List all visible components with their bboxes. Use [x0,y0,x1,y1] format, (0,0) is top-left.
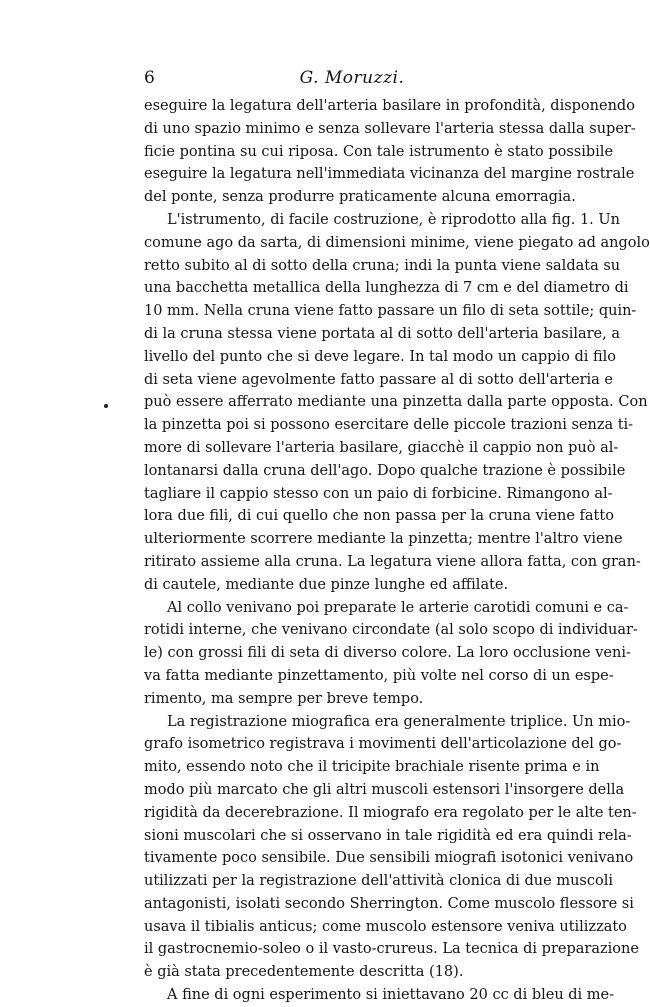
text-line: di seta viene agevolmente fatto passare al di sotto dell'arteria e [144,371,613,388]
text-line: rimento, ma sempre per breve tempo. [144,690,424,707]
margin-speck [104,404,108,408]
text-line: rotidi interne, che venivano circondate (al solo scopo di individuar- [144,622,638,639]
text-line: retto subito al di sotto della cruna; indi la punta viene saldata su [144,257,621,274]
text-line: ulteriormente scorrere mediante la pinzetta; mentre l'altro viene [144,531,623,548]
text-line: modo più marcato che gli altri muscoli estensori l'insorgere della [144,781,625,798]
text-line: usava il tibialis anticus; come muscolo estensore veniva utilizzato [144,918,627,935]
text-line: le) con grossi fili di seta di diverso colore. La loro occlusione veni- [144,645,631,662]
text-line: livello del punto che si deve legare. In tal modo un cappio di filo [144,348,617,365]
text-line: sioni muscolari che si osservano in tale rigidità ed era quindi rela- [144,827,632,844]
text-line: A fine di ogni esperimento si iniettavano 20 cc di bleu di me- [167,987,615,1004]
text-line: tivamente poco sensibile. Due sensibili miografi isotonici venivano [144,850,634,867]
text-line: di cautele, mediante due pinze lunghe ed affilate. [144,576,509,593]
text-line: eseguire la legatura dell'arteria basilare in profondità, disponendo [144,98,635,114]
text-line: una bacchetta metallica della lunghezza di 7 cm e del diametro di [144,280,629,297]
text-line: eseguire la legatura nell'immediata vicinanza del margine rostrale [144,166,635,183]
text-line: Al collo venivano poi preparate le arterie carotidi comuni e ca- [167,599,629,616]
text-line: lora due fili, di cui quello che non passa per la cruna viene fatto [144,508,614,525]
text-line: è già stata precedentemente descritta (18). [144,964,464,981]
text-line: lontanarsi dalla cruna dell'ago. Dopo qualche trazione è possibile [144,462,626,479]
page-number: 6 [144,68,155,88]
text-line: more di sollevare l'arteria basilare, giacchè il cappio non può al- [144,439,619,456]
text-line: tagliare il cappio stesso con un paio di forbicine. Rimangono al- [144,485,613,502]
text-line: di uno spazio minimo e senza sollevare l'arteria stessa dalla super- [144,120,636,137]
text-line: L'istrumento, di facile costruzione, è riprodotto alla fig. 1. Un [167,211,620,228]
text-line: il gastrocnemio-soleo o il vasto-crureus. La tecnica di preparazione [144,941,639,958]
text-line: rigidità da decerebrazione. Il miografo era regolato per le alte ten- [144,804,637,821]
text-line: antagonisti, isolati secondo Sherrington. Come muscolo flessore si [144,895,634,912]
text-line: va fatta mediante pinzettamento, più volte nel corso di un espe- [144,667,614,684]
running-header [144,68,560,92]
text-line: ritirato assieme alla cruna. La legatura viene allora fatta, con gran- [144,553,641,570]
text-line: può essere afferrato mediante una pinzetta dalla parte opposta. Con [144,394,648,411]
running-head-author: G. Moruzzi. [299,68,405,88]
text-line: La registrazione miografica era generalmente triplice. Un mio- [167,713,631,730]
text-line: di la cruna stessa viene portata al di sotto dell'arteria basilare, a [144,325,621,342]
text-line: mito, essendo noto che il tricipite brachiale risente prima e in [144,759,600,776]
text-line: grafo isometrico registrava i movimenti dell'articolazione del go- [144,736,622,753]
text-line: comune ago da sarta, di dimensioni minime, viene piegato ad angolo [144,234,650,251]
body-text [144,95,650,1007]
text-line: del ponte, senza produrre praticamente alcuna emorragia. [144,189,576,206]
text-line: ficie pontina su cui riposa. Con tale istrumento è stato possibile [144,143,614,160]
text-line: 10 mm. Nella cruna viene fatto passare un filo di seta sottile; quin- [144,303,637,320]
text-line: utilizzati per la registrazione dell'attività clonica di due muscoli [144,873,613,890]
text-line: la pinzetta poi si possono esercitare delle piccole trazioni senza ti- [144,417,634,434]
